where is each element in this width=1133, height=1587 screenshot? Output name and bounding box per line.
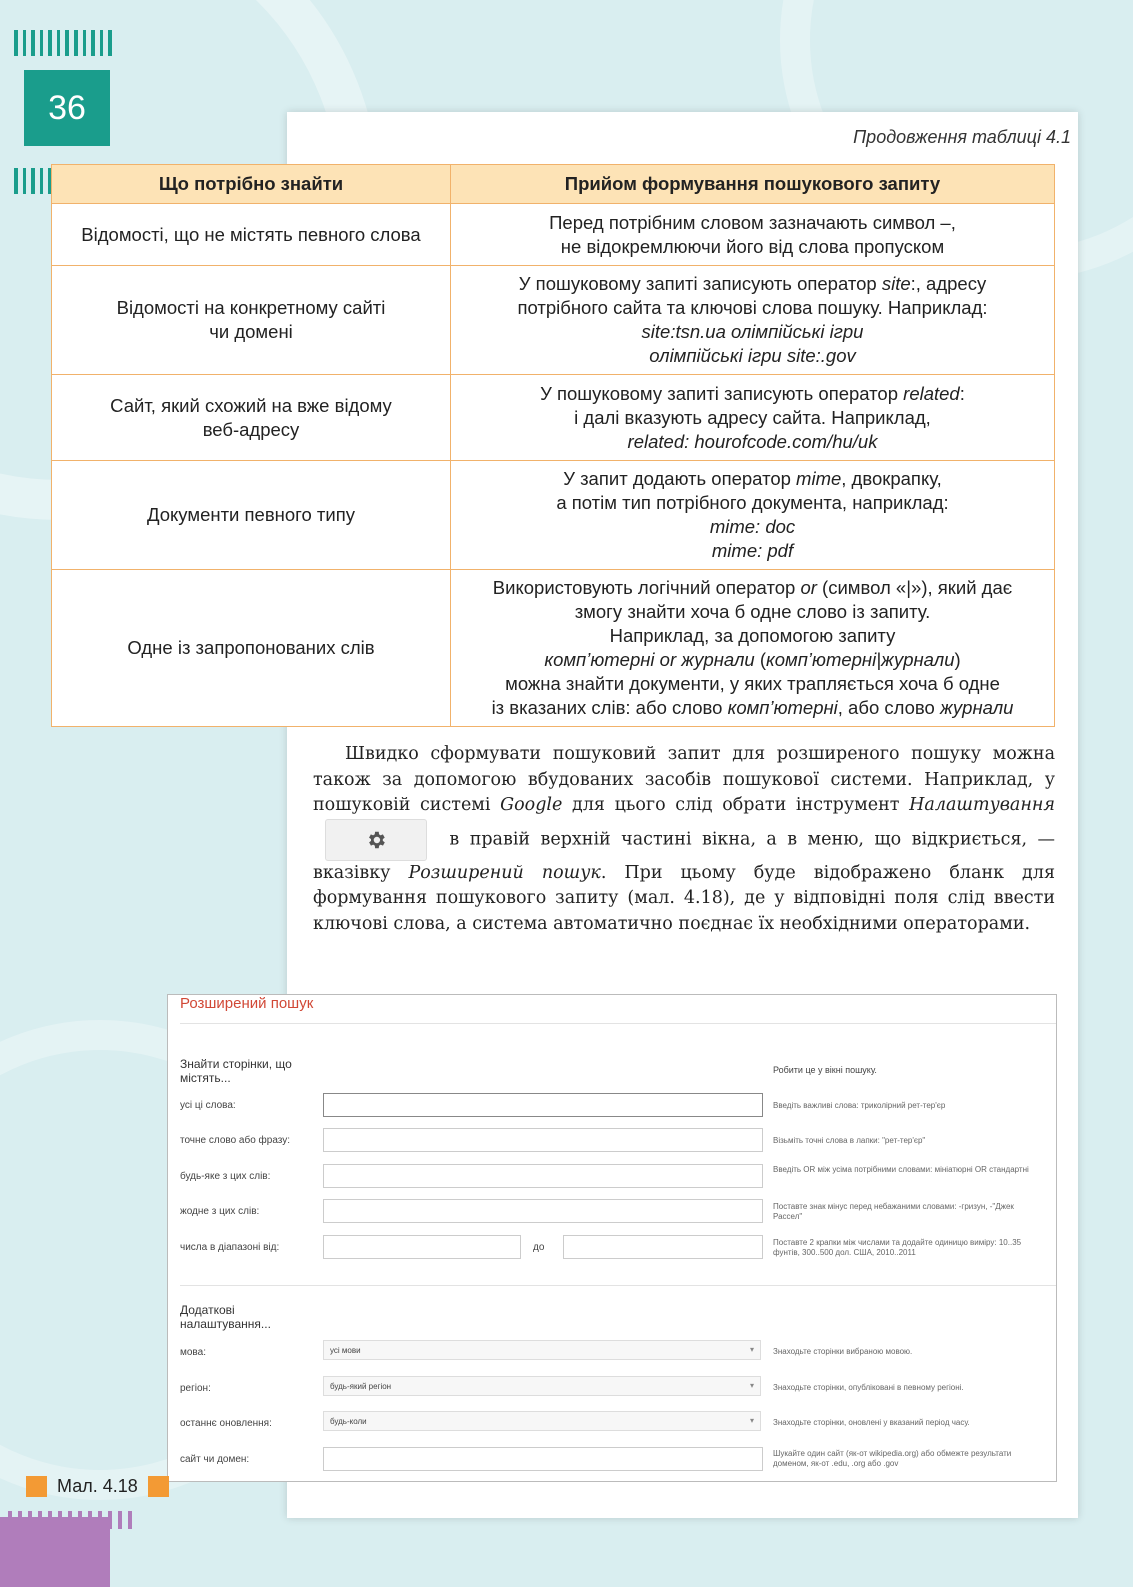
field-hint: Шукайте один сайт (як-от wikipedia.org) або обмежте результати доменом, як-от .edu, .org або .gov <box>773 1449 1012 1468</box>
method-cell: Використовують логічний оператор or (символ «|»), який дає змогу знайти хоча б одне слово із запиту. Наприклад, за допомогою запиту комп’ютерні or журнали (комп’ютерні|журнали) можна знайти документи, у яких трапляється хоча б одне із вказаних слів: або слово комп’ютерні, або слово журнали <box>451 570 1055 727</box>
figure-caption <box>26 1476 169 1497</box>
find-cell: Сайт, який схожий на вже відому веб-адресу <box>52 375 451 461</box>
field-label: будь-яке з цих слів: <box>180 1171 271 1182</box>
field-hint: Візьміть точні слова в лапки: "рет-тер'єр" <box>773 1136 926 1145</box>
chevron-down-icon: ▾ <box>749 1416 754 1425</box>
field-hint: Введіть важливі слова: триколірний рет-тер'єр <box>773 1101 946 1110</box>
orange-square <box>148 1476 169 1497</box>
method-cell: У запит додають оператор mime, двокрапку, а потім тип потрібного документа, наприклад: mime: doc mime: pdf <box>451 461 1055 570</box>
table-row <box>52 461 1055 570</box>
divider <box>180 1023 1056 1024</box>
field-label: регіон: <box>180 1383 211 1394</box>
divider <box>180 1285 1056 1286</box>
none-words-input[interactable] <box>323 1199 763 1223</box>
paragraph-text: Швидко сформувати пошуковий запит для розширеного пошуку можна також за допомогою вбудованих засобів пошукової системи. Наприклад, у пошуковій системі <box>313 744 1055 815</box>
region-select[interactable] <box>323 1376 761 1396</box>
find-cell: Документи певного типу <box>52 461 451 570</box>
paragraph-text: . При цьому буде відображено бланк для формування пошукового запиту (мал. 4.18), де у відповідні поля слід ввести ключові слова, а система автоматично поєднає їх необхідними операторами. <box>313 862 1055 934</box>
settings-word: Налаштування <box>909 795 1055 815</box>
field-label: мова: <box>180 1347 206 1358</box>
google-word: Google <box>500 795 563 815</box>
find-cell: Одне із запропонованих слів <box>52 570 451 727</box>
range-to-label: до <box>533 1242 545 1253</box>
right-header: Робити це у вікні пошуку. <box>773 1065 877 1075</box>
extra-section-title: Додаткові налаштування... <box>180 1303 271 1331</box>
figure-label: Мал. 4.18 <box>57 1476 138 1496</box>
advanced-search-screenshot <box>167 994 1057 1482</box>
column-header: Що потрібно знайти <box>52 165 451 204</box>
range-to-input[interactable] <box>563 1235 763 1259</box>
field-hint: Знаходьте сторінки, опубліковані в певному регіоні. <box>773 1383 964 1392</box>
column-header: Прийом формування пошукового запиту <box>451 165 1055 204</box>
search-operators-table <box>51 164 1055 727</box>
site-domain-input[interactable] <box>323 1447 763 1471</box>
method-cell: Перед потрібним словом зазначають символ –, не відокремлюючи його від слова пропуском <box>451 204 1055 266</box>
chip-pins-top <box>14 30 112 56</box>
body-paragraph <box>313 742 1055 937</box>
any-words-input[interactable] <box>323 1164 763 1188</box>
last-update-select[interactable] <box>323 1411 761 1431</box>
paragraph-text: в правій верхній частині вікна, а в меню, що відкриється, — вказівку <box>313 829 1055 883</box>
field-hint: Введіть OR між усіма потрібними словами: мініатюрні OR стандартні <box>773 1165 1029 1174</box>
find-section-title: Знайти сторінки, що містять... <box>180 1057 292 1085</box>
field-label: жодне з цих слів: <box>180 1206 260 1217</box>
method-cell: У пошуковому запиті записують оператор site:, адресу потрібного сайта та ключові слова пошуку. Наприклад: site:tsn.ua олімпійські ігри олімпійські ігри site:.gov <box>451 266 1055 375</box>
purple-chip <box>0 1517 110 1587</box>
range-from-input[interactable] <box>323 1235 521 1259</box>
select-value: усі мови <box>330 1346 361 1355</box>
select-value: будь-коли <box>330 1417 367 1426</box>
find-cell: Відомості, що не містять певного слова <box>52 204 451 266</box>
orange-square <box>26 1476 47 1497</box>
field-label: точне слово або фразу: <box>180 1135 291 1146</box>
select-value: будь-який регіон <box>330 1382 392 1391</box>
exact-phrase-input[interactable] <box>323 1128 763 1152</box>
table-row <box>52 204 1055 266</box>
language-select[interactable] <box>323 1340 761 1360</box>
paragraph-text: для цього слід обрати інструмент <box>562 795 910 815</box>
table-row <box>52 375 1055 461</box>
method-cell: У пошуковому запиті записують оператор related: і далі вказують адресу сайта. Наприклад, related: hourofcode.com/hu/uk <box>451 375 1055 461</box>
field-hint: Поставте 2 крапки між числами та додайте одиницю виміру: 10..35 фунтів, 300..500 дол. США, 2010..2011 <box>773 1238 1022 1257</box>
screenshot-title: Розширений пошук <box>180 995 314 1012</box>
chevron-down-icon: ▾ <box>749 1381 754 1390</box>
field-label: числа в діапазоні від: <box>180 1242 280 1253</box>
gear-icon <box>365 829 387 851</box>
field-label: усі ці слова: <box>180 1100 236 1111</box>
find-cell: Відомості на конкретному сайті чи домені <box>52 266 451 375</box>
field-hint: Поставте знак мінус перед небажаними словами: -гризун, -"Джек Рассел" <box>773 1202 1014 1221</box>
table-row <box>52 570 1055 727</box>
field-label: останнє оновлення: <box>180 1418 272 1429</box>
table-header-row <box>52 165 1055 204</box>
field-hint: Знаходьте сторінки, оновлені у вказаний період часу. <box>773 1418 970 1427</box>
advanced-search-word: Розширений пошук <box>408 862 601 883</box>
table-row <box>52 266 1055 375</box>
all-words-input[interactable] <box>323 1093 763 1117</box>
field-hint: Знаходьте сторінки вибраною мовою. <box>773 1347 913 1356</box>
page-number: 36 <box>24 70 110 146</box>
chevron-down-icon: ▾ <box>749 1345 754 1354</box>
continuation-label: Продовження таблиці 4.1 <box>853 127 1071 147</box>
settings-gear-button <box>325 819 427 861</box>
field-label: сайт чи домен: <box>180 1454 250 1465</box>
